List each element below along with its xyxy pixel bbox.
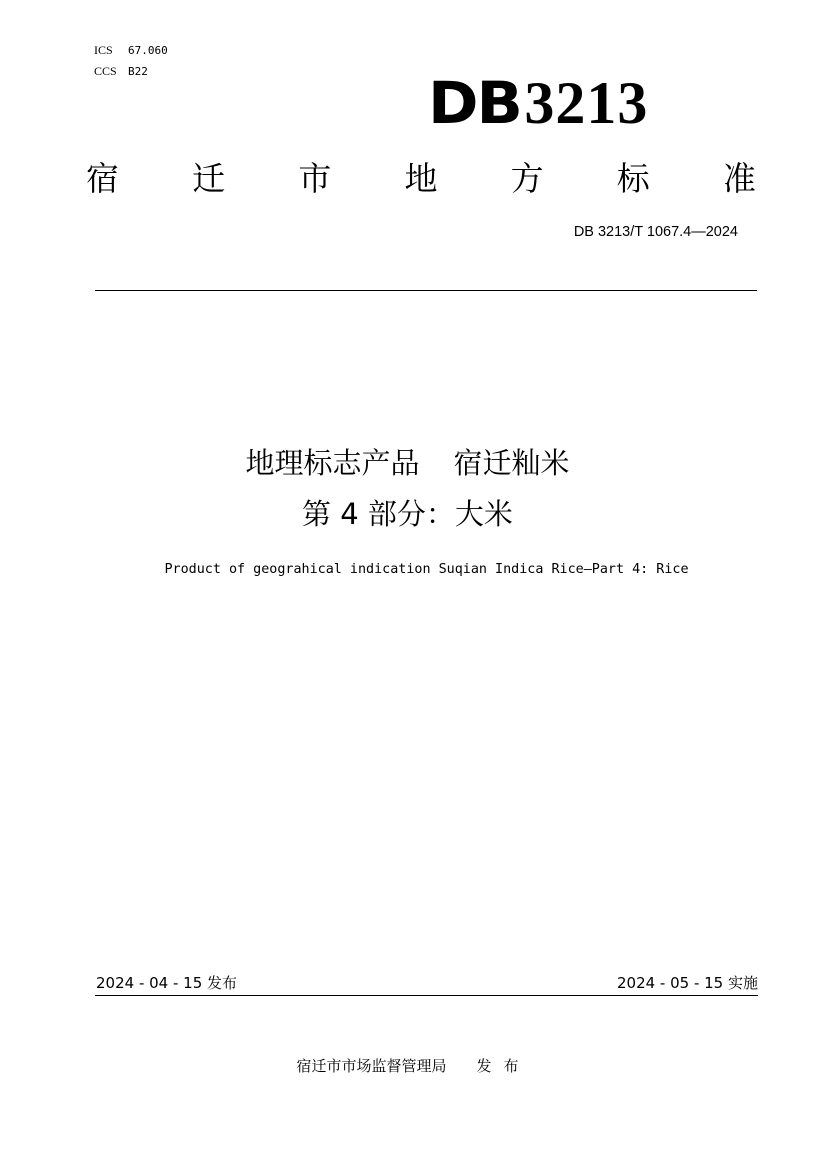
standard-logo — [428, 70, 648, 136]
ccs-label: CCS — [94, 64, 117, 78]
logo-db-letters: DB — [428, 69, 521, 137]
standard-type-char: 市 — [298, 159, 332, 198]
title-part-1: 地理标志产品 — [245, 446, 420, 480]
issuing-authority — [0, 1055, 815, 1076]
standard-type-char: 宿 — [86, 159, 119, 198]
ics-value: 67.060 — [128, 44, 168, 57]
ics-label: ICS — [94, 43, 113, 57]
standard-number: DB 3213/T 1067.4—2024 — [573, 224, 738, 240]
english-title: Product of geograhical indication Suqian Indica Rice—Part 4: Rice — [164, 562, 689, 577]
issue-date: 2024 - 04 - 15 发布 — [96, 974, 238, 992]
document-title-line-1 — [0, 440, 815, 486]
ccs-value: B22 — [128, 65, 148, 78]
bottom-divider — [95, 995, 758, 996]
classification-codes — [94, 40, 168, 82]
issuer-action-char: 发 — [476, 1057, 492, 1075]
issuer-name: 宿迁市市场监督管理局 — [296, 1057, 447, 1075]
logo-region-number: 3213 — [524, 70, 649, 136]
standard-type-char: 地 — [404, 159, 438, 198]
standard-type-heading — [86, 154, 756, 204]
document-title-line-2: 第 4 部分：大米 — [302, 497, 513, 531]
standard-type-char: 方 — [510, 159, 544, 198]
implementation-date: 2024 - 05 - 15 实施 — [616, 974, 758, 992]
standard-type-char: 准 — [722, 159, 756, 198]
top-divider — [95, 290, 757, 291]
standard-type-char: 标 — [616, 159, 650, 198]
standard-type-char: 迁 — [192, 159, 226, 198]
issuer-action-char: 布 — [503, 1057, 519, 1075]
ics-code — [94, 40, 168, 61]
title-part-2: 宿迁籼米 — [453, 446, 570, 480]
ccs-code — [94, 61, 168, 82]
